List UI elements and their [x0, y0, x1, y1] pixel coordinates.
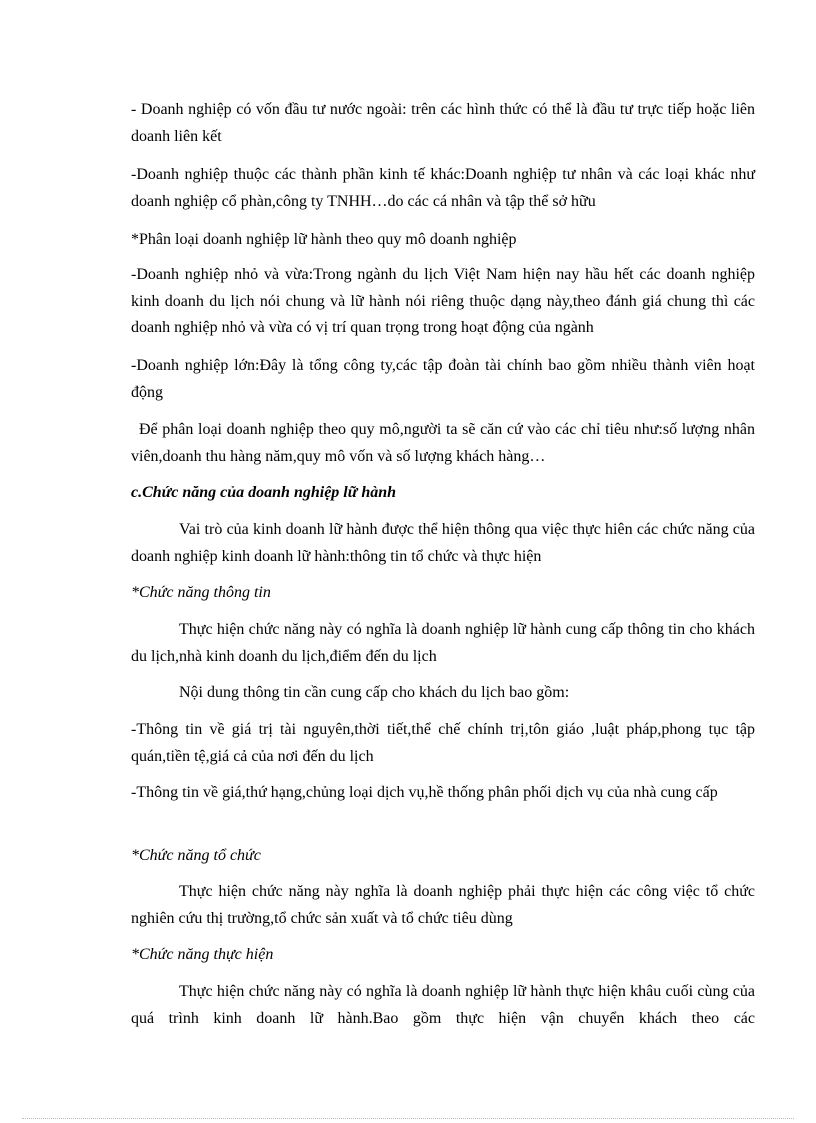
- paragraph-info-services: -Thông tin về giá,thứ hạng,chủng loại dịch vụ,hề thống phân phối dịch vụ của nhà cung cấp: [131, 784, 718, 801]
- subheading-organization: *Chức năng tổ chức: [131, 847, 261, 864]
- paragraph-information: Thực hiện chức năng này có nghĩa là doanh nghiệp lữ hành cung cấp thông tin cho khách du lịch,nhà kinh doanh du lịch,điểm đến du lịch: [131, 621, 755, 665]
- paragraph-classification-by-size: *Phân loại doanh nghiệp lữ hành theo quy mô doanh nghiệp: [131, 231, 517, 248]
- paragraph-foreign-investment: - Doanh nghiệp có vốn đầu tư nước ngoài: trên các hình thức có thể là đầu tư trực tiếp hoặc liên doanh liên kết: [131, 101, 755, 145]
- paragraph-execution: Thực hiện chức năng này có nghĩa là doanh nghiệp lữ hành thực hiện khâu cuối cùng của quá trình kinh doanh lữ hành.Bao gồm thực hiện vận chuyển khách theo các: [131, 983, 755, 1027]
- page-bottom-divider: [22, 1118, 794, 1119]
- subheading-information: *Chức năng thông tin: [131, 584, 271, 601]
- subheading-execution: *Chức năng thực hiện: [131, 946, 274, 963]
- paragraph-information-content: Nội dung thông tin cần cung cấp cho khách du lịch bao gồm:: [179, 684, 570, 701]
- paragraph-other-sectors: -Doanh nghiệp thuộc các thành phần kinh tế khác:Doanh nghiệp tư nhân và các loại khác như doanh nghiệp cổ phàn,công ty TNHH…do các cá nhân và tập thể sở hữu: [131, 166, 755, 210]
- paragraph-large: -Doanh nghiệp lớn:Đây là tổng công ty,các tập đoàn tài chính bao gồm nhiều thành viên hoạt động: [131, 357, 755, 401]
- paragraph-small-medium: -Doanh nghiệp nhỏ và vừa:Trong ngành du lịch Việt Nam hiện nay hầu hết các doanh nghiệp kinh doanh du lịch nói chung và lữ hành nói riêng thuộc dạng này,theo đánh giá chung thì các doanh nghiệp nhỏ và vừa có vị trí quan trọng trong hoạt động của ngành: [131, 266, 755, 336]
- paragraph-info-resources: -Thông tin về giá trị tài nguyên,thời tiết,thể chế chính trị,tôn giáo ,luật pháp,phong tục tập quán,tiền tệ,giá cả của nơi đến du lịch: [131, 721, 755, 765]
- section-heading: c.Chức năng của doanh nghiệp lữ hành: [131, 484, 397, 501]
- paragraph-role: Vai trò của kinh doanh lữ hành được thể hiện thông qua việc thực hiên các chức năng của doanh nghiệp kinh doanh lữ hành:thông tin tổ chức và thực hiện: [131, 521, 755, 565]
- paragraph-size-criteria: Để phân loại doanh nghiệp theo quy mô,người ta sẽ căn cứ vào các chỉ tiêu như:số lượng nhân viên,doanh thu hàng năm,quy mô vốn và số lượng khách hàng…: [131, 421, 755, 465]
- paragraph-organization: Thực hiện chức năng này nghĩa là doanh nghiệp phải thực hiện các công việc tổ chức nghiên cứu thị trường,tổ chức sản xuất và tổ chức tiêu dùng: [131, 883, 755, 927]
